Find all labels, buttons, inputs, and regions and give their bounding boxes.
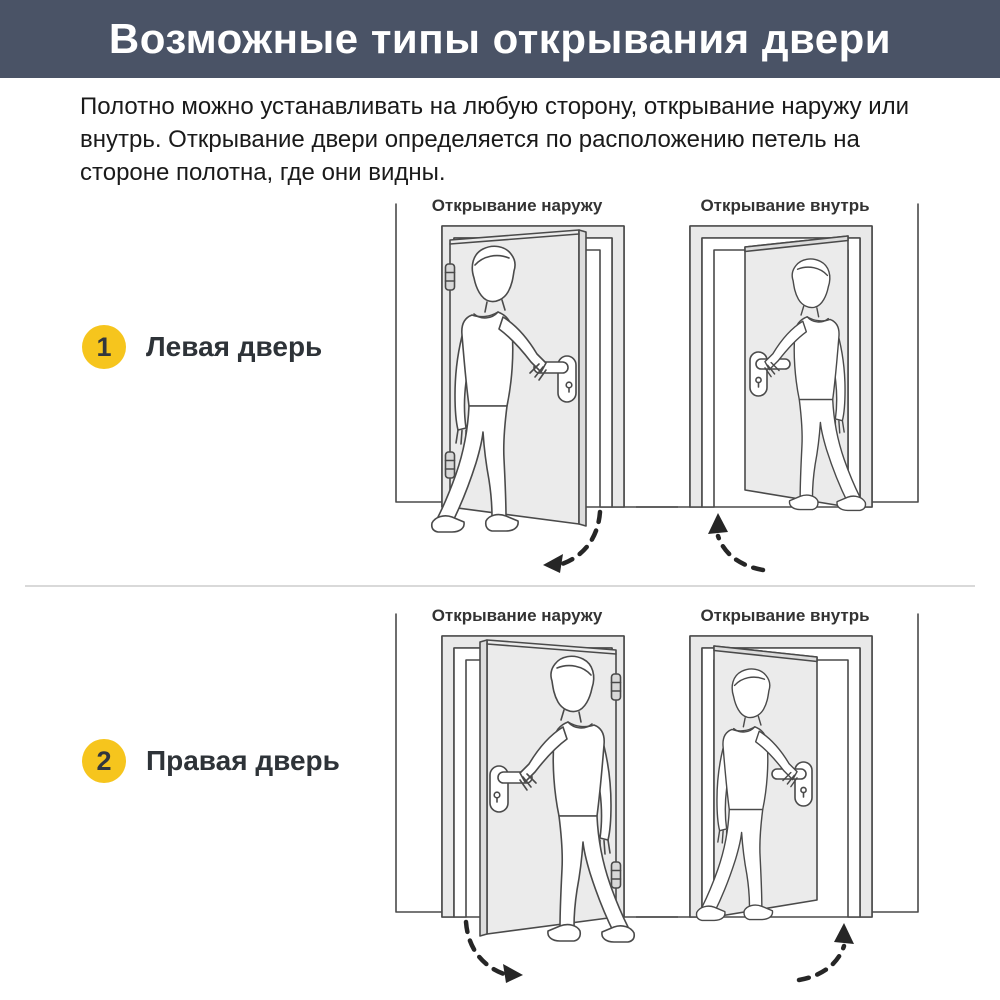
page-title: Возможные типы открывания двери [108, 15, 892, 62]
header-banner [0, 0, 1000, 78]
section-number-badge: 2 [82, 739, 126, 783]
diagram-right-door-outward [388, 612, 678, 1000]
section-label-left-door: Левая дверь [146, 331, 323, 362]
diagram-caption-inward: Открывание внутрь [700, 606, 870, 625]
diagram-right-door-inward [636, 612, 926, 1000]
intro-paragraph: Полотно можно устанавливать на любую сторону, открывание наружу или внутрь. Открывание двери определяется по расположению петель на стороне полотна, где они видны. [80, 93, 910, 186]
diagram-caption-inward: Открывание внутрь [700, 196, 870, 215]
section-number-badge: 1 [82, 325, 126, 369]
diagram-left-door-inward [636, 202, 926, 592]
section-label-right-door: Правая дверь [146, 745, 340, 776]
diagram-caption-outward: Открывание наружу [431, 606, 603, 625]
diagram-caption-outward: Открывание наружу [431, 196, 603, 215]
section-divider [25, 585, 975, 587]
diagram-left-door-outward [388, 202, 678, 592]
